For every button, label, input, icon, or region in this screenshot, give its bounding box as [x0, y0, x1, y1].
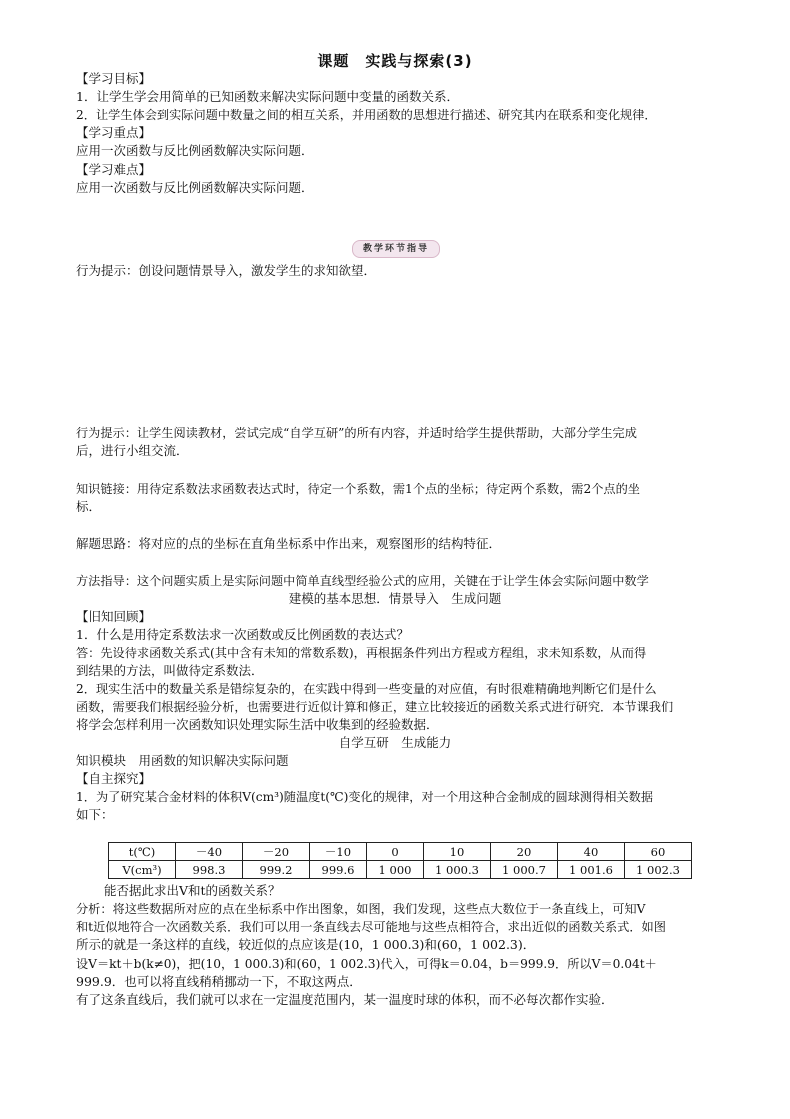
explore-problem-line-1: 1．为了研究某合金材料的体积V(cm³)随温度t(℃)变化的规律，对一个用这种合金制成的圆球测得相关数据 — [76, 790, 654, 804]
module-title: 知识模块 用函数的知识解决实际问题 — [76, 753, 289, 768]
explore-problem-line-2: 如下： — [76, 807, 114, 822]
table-cell: 998.3 — [176, 861, 243, 879]
question-text: 能否据此求出V和t的函数关系？ — [104, 883, 281, 898]
knowledge-link-line-1: 知识链接：用待定系数法求函数表达式时，待定一个系数，需1个点的坐标；待定两个系数，需2个点的坐 — [76, 482, 640, 496]
objectives-header: 【学习目标】 — [76, 71, 152, 86]
table-row-label: V(cm³) — [109, 861, 176, 879]
table-row — [109, 861, 692, 879]
difficulties-text: 应用一次函数与反比例函数解决实际问题． — [76, 180, 314, 195]
objective-item-1: 1．让学生学会用简单的已知函数来解决实际问题中变量的函数关系． — [76, 89, 459, 104]
table-row — [109, 843, 692, 861]
objective-item-2: 2．让学生体会到实际问题中数量之间的相互关系，并用函数的思想进行描述、研究其内在联系和变化规律． — [76, 108, 657, 122]
key-points-header: 【学习重点】 — [76, 125, 152, 140]
review-question-2-line-1: 2．现实生活中的数量关系是错综复杂的，在实践中得到一些变量的对应值，有时很难精确地判断它们是什么 — [76, 682, 657, 696]
table-cell: 20 — [491, 843, 558, 861]
method-guide-line-2: 建模的基本思想．情景导入 生成问题 — [288, 591, 502, 606]
table-cell: 1 000 — [367, 861, 424, 879]
review-header: 【旧知回顾】 — [76, 609, 152, 624]
table-cell: 999.2 — [243, 861, 310, 879]
table-cell: 1 002.3 — [625, 861, 692, 879]
review-answer-line-2: 到结果的方法，叫做待定系数法． — [76, 663, 264, 678]
review-answer-line-1: 答：先设待求函数关系式(其中含有未知的常数系数)，再根据条件列出方程或方程组，求未知系数，从而得 — [76, 646, 647, 660]
table-cell: －20 — [243, 843, 310, 861]
analysis-line-5: 999.9．也可以将直线稍稍挪动一下，不取这两点． — [76, 974, 362, 989]
behavior-hint-2-line-1: 行为提示：让学生阅读教材，尝试完成“自学互研”的所有内容，并适时给学生提供帮助，大部分学生完成 — [76, 426, 637, 440]
table-cell: －10 — [310, 843, 367, 861]
review-question-2-line-2: 函数，需要我们根据经验分析，也需要进行近似计算和修正，建立比较接近的函数关系式进行研究．本节课我们 — [76, 700, 674, 714]
analysis-line-2: 和t近似地符合一次函数关系．我们可以用一条直线去尽可能地与这些点相符合，求出近似的函数关系式．如图 — [76, 920, 666, 934]
analysis-line-1: 分析：将这些数据所对应的点在坐标系中作出图象，如图，我们发现，这些点大数位于一条直线上，可知V — [76, 902, 646, 916]
table-cell: －40 — [176, 843, 243, 861]
behavior-hint-2-line-2: 后，进行小组交流． — [76, 443, 189, 458]
difficulties-header: 【学习难点】 — [76, 162, 152, 177]
table-cell: 0 — [367, 843, 424, 861]
analysis-line-6: 有了这条直线后，我们就可以求在一定温度范围内，某一温度时球的体积，而不必每次都作实验． — [76, 992, 614, 1007]
table-cell: 1 001.6 — [558, 861, 625, 879]
table-cell: 60 — [625, 843, 692, 861]
review-question-1: 1．什么是用待定系数法求一次函数或反比例函数的表达式？ — [76, 627, 409, 642]
explore-header: 【自主探究】 — [76, 771, 152, 786]
teaching-guide-banner: 教学环节指导 — [352, 240, 440, 258]
knowledge-link-line-2: 标． — [76, 499, 102, 514]
table-cell: 999.6 — [310, 861, 367, 879]
table-cell: 40 — [558, 843, 625, 861]
table-cell: 10 — [424, 843, 491, 861]
page-title: 课题 实践与探索(3) — [317, 52, 473, 70]
table-row-label: t(℃) — [109, 843, 176, 861]
key-points-text: 应用一次函数与反比例函数解决实际问题． — [76, 143, 314, 158]
review-question-2-line-3: 将学会怎样利用一次函数知识处理实际生活中收集到的经验数据． — [76, 717, 439, 732]
analysis-line-3: 所示的就是一条这样的直线，较近似的点应该是(10，1 000.3)和(60，1 002.3)． — [76, 937, 536, 952]
table-cell: 1 000.3 — [424, 861, 491, 879]
behavior-hint-1: 行为提示：创设问题情景导入，激发学生的求知欲望． — [76, 263, 377, 278]
analysis-line-4: 设V＝kt＋b(k≠0)，把(10，1 000.3)和(60，1 002.3)代入，可得k＝0.04，b＝999.9．所以V＝0.04t＋ — [76, 957, 657, 971]
temperature-volume-table — [108, 842, 692, 879]
table-cell: 1 000.7 — [491, 861, 558, 879]
method-guide-line-1: 方法指导：这个问题实质上是实际问题中简单直线型经验公式的应用，关键在于让学生体会实际问题中数学 — [76, 574, 649, 588]
solution-idea: 解题思路：将对应的点的坐标在直角坐标系中作出来，观察图形的结构特征． — [76, 536, 502, 551]
section-title: 自学互研 生成能力 — [338, 735, 452, 750]
